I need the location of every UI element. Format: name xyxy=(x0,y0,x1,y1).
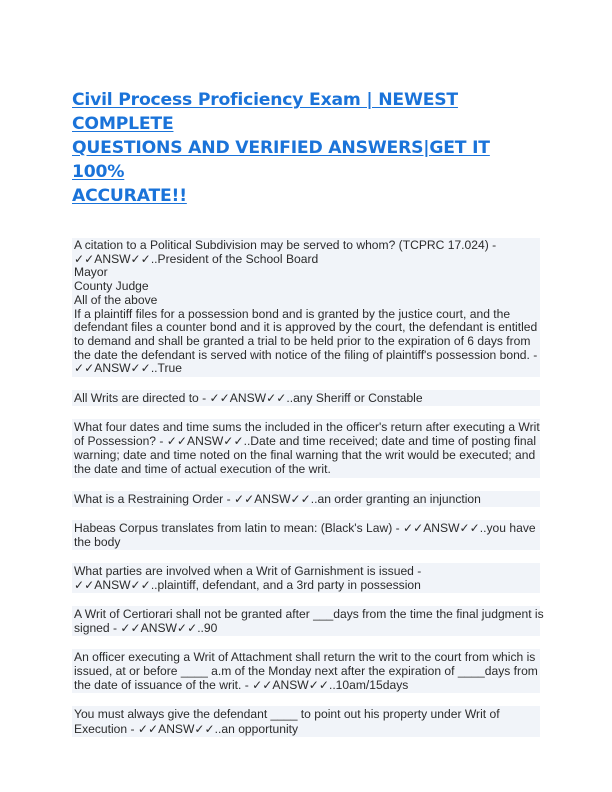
qa-block xyxy=(72,706,540,736)
qa-line: defendant files a counter bond and it is approved by the court, the defendant is entitled xyxy=(74,320,538,335)
title-line: Civil Process Proficiency Exam | NEWEST COMPLETE xyxy=(72,90,458,134)
qa-line: of Possession? - ✓✓ANSW✓✓..Date and time received; date and time of posting final xyxy=(74,434,537,449)
qa-block xyxy=(72,390,540,406)
title-line: ACCURATE!! xyxy=(72,186,187,206)
qa-line: If a plaintiff files for a possession bond and is granted by the justice court, and the xyxy=(74,306,511,321)
qa-line: A Writ of Certiorari shall not be granted after ___days from the time the final judgment is xyxy=(74,606,544,621)
qa-line: An officer executing a Writ of Attachment shall return the writ to the court from which is xyxy=(74,650,536,665)
qa-line: What parties are involved when a Writ of Garnishment is issued - xyxy=(74,563,422,578)
qa-line: ✓✓ANSW✓✓..plaintiff, defendant, and a 3rd party in possession xyxy=(74,577,421,592)
qa-line: What is a Restraining Order - ✓✓ANSW✓✓..an order granting an injunction xyxy=(74,491,481,506)
qa-line: the date and time of actual execution of the writ. xyxy=(74,462,331,477)
qa-line: ✓✓ANSW✓✓..True xyxy=(74,361,182,376)
qa-block xyxy=(72,491,540,507)
qa-block xyxy=(72,419,540,477)
qa-line: A citation to a Political Subdivision may be served to whom? (TCPRC 17.024) - xyxy=(74,238,497,252)
qa-line: What four dates and time sums the included in the officer's return after executing a Writ xyxy=(74,420,540,435)
qa-line: You must always give the defendant ____ to point out his property under Writ of xyxy=(74,707,500,722)
qa-line: to demand and shall be granted a trial to be held prior to the expiration of 6 days from xyxy=(74,333,531,348)
qa-block xyxy=(72,606,544,636)
qa-line: ✓✓ANSW✓✓..President of the School Board xyxy=(74,251,319,266)
qa-line: County Judge xyxy=(74,279,149,294)
qa-line: Execution - ✓✓ANSW✓✓..an opportunity xyxy=(74,721,299,736)
qa-line: the body xyxy=(74,534,121,549)
qa-line: Habeas Corpus translates from latin to mean: (Black's Law) - ✓✓ANSW✓✓..you have xyxy=(74,520,536,535)
qa-line: All of the above xyxy=(74,292,158,307)
title-line: QUESTIONS AND VERIFIED ANSWERS|GET IT 100% xyxy=(72,138,490,182)
document-title-link[interactable] xyxy=(72,88,540,208)
qa-block xyxy=(72,563,540,593)
qa-line: issued, at or before ____ a.m of the Monday next after the expiration of ____days from xyxy=(74,664,538,679)
qa-line: signed - ✓✓ANSW✓✓..90 xyxy=(74,621,218,636)
qa-block xyxy=(72,649,540,693)
qa-line: All Writs are directed to - ✓✓ANSW✓✓..any Sheriff or Constable xyxy=(74,391,423,406)
qa-line: Mayor xyxy=(74,265,108,280)
qa-line: the date the defendant is served with notice of the filing of plaintiff's possession bond. - xyxy=(74,347,538,362)
qa-block xyxy=(72,238,540,377)
qa-line: warning; date and time noted on the final warning that the writ would be executed; and xyxy=(74,448,536,463)
qa-line: the date of issuance of the writ. - ✓✓ANSW✓✓..10am/15days xyxy=(74,678,409,693)
qa-block xyxy=(72,520,540,550)
